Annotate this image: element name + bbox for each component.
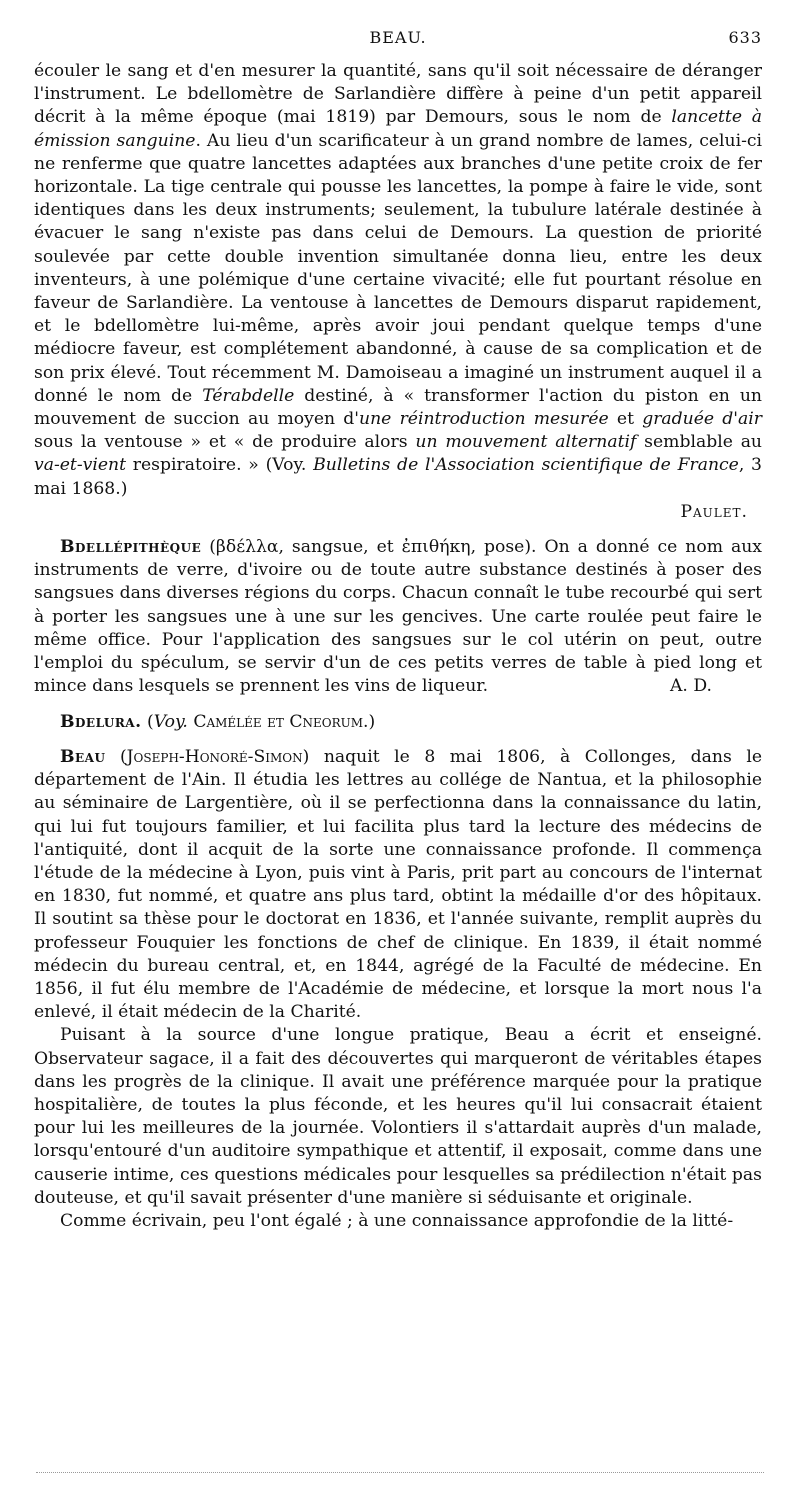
running-head xyxy=(34,26,762,50)
entry-bdellepitheque: Bdellépithèque (βδέλλα, sangsue, et ἐπιθήκη, pose). On a donné ce nom aux instruments de verre, d'ivoire ou de toute autre substance destinés à poser des sangsues dans diverses régions du corps. Chacun connaît le tube recourbé qui sert à porter les sangsues une à une sur les gencives. Une carte roulée peut faire le même office. Pour l'application des sangsues sur le col utérin on peut, outre l'emploi du spéculum, se servir d'un de ces petits verres de table à pied long et mince dans lesquels se prennent les vins de liqueur. xyxy=(34,537,762,697)
beau-paragraph-3: Comme écrivain, peu l'ont égalé ; à une connaissance approfondie de la litté- xyxy=(60,1210,734,1231)
running-title: BEAU. xyxy=(369,28,427,47)
page-number: 633 xyxy=(728,28,762,47)
beau-paragraph-2: Puisant à la source d'une longue pratique, Beau a écrit et enseigné. Observateur sagace, il a fait des découvertes qui marqueront de véritables étapes dans les progrès de la clinique. Il avait une préférence marquée pour la pratique hospitalière, de toutes la plus féconde, et les heures qu'il lui consacrait étaient pour lui les meilleures de la journée. Volontiers il s'attardait auprès d'un malade, lorsqu'entouré d'un auditoire sympathique et attentif, il exposait, comme dans une causerie intime, ces questions médicales pour lesquelles sa prédilection n'était pas douteuse, et qu'il savait présenter d'une manière si séduisante et originale. xyxy=(34,1025,762,1208)
continuation-paragraph: écouler le sang et d'en mesurer la quantité, sans qu'il soit nécessaire de déranger l'instrument. Le bdellomètre de Sarlandière diffère à peine d'un petit appareil décrit à la même époque (mai 1819) par Demours, sous le nom de lancette à émission sanguine. Au lieu d'un scarificateur à un grand nombre de lames, celui-ci ne renferme que quatre lancettes adaptées aux branches d'une petite croix de fer horizontale. La tige centrale qui pousse les lancettes, la pompe à faire le vide, sont identiques dans les deux instruments; seulement, la tubulure latérale destinée à évacuer le sang n'existe pas dans celui de Demours. La question de priorité soulevée par cette double invention simultanée donna lieu, entre les deux inventeurs, à une polémique d'une certaine vivacité; elle fut pourtant résolue en faveur de Sarlandière. La ventouse à lancettes de Demours disparut rapidement, et le bdellomètre lui-même, après avoir joui pendant quelque temps d'une médiocre faveur, est complétement abandonné, à cause de sa complication et de son prix élevé. Tout récemment M. Damoiseau a imaginé un instrument auquel il a donné le nom de Térabdelle destiné, à « transformer l'action du piston en un mouvement de succion au moyen d'une réintroduction mesurée et graduée d'air sous la ventouse » et « de produire alors un mouvement alternatif semblable au va-et-vient respiratoire. » (Voy. Bulletins de l'Association scientifique de France, 3 mai 1868.) xyxy=(34,61,763,499)
entry-bdelura: Bdelura. (Voy. Camélée et Cneorum.) xyxy=(60,711,376,732)
headword: Bdellépithèque xyxy=(60,537,202,558)
entry-beau: Beau (Joseph-Honoré-Simon) naquit le 8 mai 1806, à Collonges, dans le département de l'Ain. Il étudia les lettres au collége de Nantua, et la philosophie au séminaire de Largentière, où il se perfectionna dans la connaissance du latin, qui lui fut toujours familier, et lui facilita plus tard la lecture des médecins de l'antiquité, dont il acquit de la sorte une connaissance profonde. Il commença l'étude de la médecine à Lyon, puis vint à Paris, prit part au concours de l'internat en 1830, fut nommé, et quatre ans plus tard, obtint la médaille d'or des hôpitaux. Il soutint sa thèse pour le doctorat en 1836, et l'année suivante, remplit auprès du professeur Fouquier les fonctions de chef de clinique. En 1839, il était nommé médecin du bureau central, et, en 1844, agrégé de la Faculté de médecine. En 1856, il fut élu membre de l'Académie de médecine, et lorsque la mort nous l'a enlevé, il était médecin de la Charité. xyxy=(34,746,762,1023)
headword: Beau xyxy=(60,746,106,767)
footer-dotted-rule xyxy=(36,1472,764,1473)
author-signature-ad: A. D. xyxy=(670,676,712,697)
author-signature-paulet: Paulet. xyxy=(680,501,748,522)
headword: Bdelura. xyxy=(60,711,142,732)
